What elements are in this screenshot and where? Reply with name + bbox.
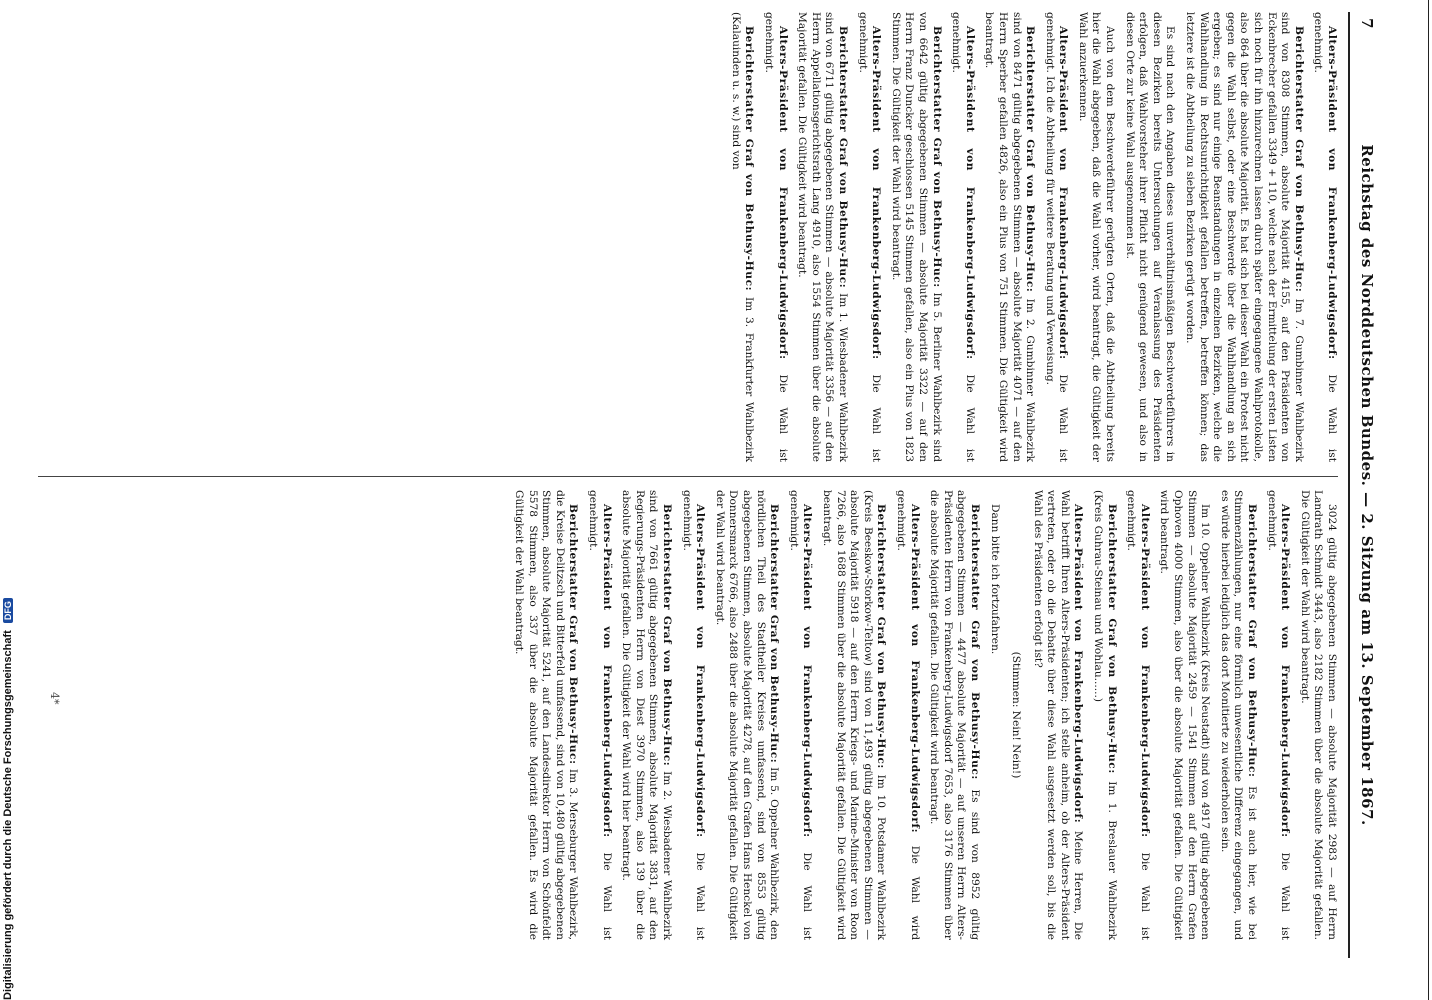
paragraph-text: Im 1. Wiesbadener Wahlbezirk sind von 6711 gültig abgegebenen Stimmen — absolute Majorität 3356 — auf den Herrn Appellationsgerichtsrath Lang 4910, also 1554 Stimmen über die absolute Majorität gefallen. Die Gültigkeit wird beantragt. — [796, 12, 849, 463]
paragraph-text: Es sind von 8952 gültig abgegebenen Stimmen — 4477 absolute Majorität — auf unseren Herrn Alters-Präsidenten Herrn von Frankenberg-Ludwigsdorf 7653, also 3176 Stimmen über die absolute Majorität gefallen. Die Gültigkeit wird beantragt. — [928, 490, 981, 941]
paragraph-text: Im 10. Potsdamer Wahlbezirk (Kreis Beeskow-Storkow-Teltow) sind von 11,493 gültig abgegebenen Stimmen — absolute Majorität 5918 — auf den Herrn Kriegs- und Marine-Minister von Roon 7266, also 1688 Stimmen über die absolute Majorität gefallen. Die Gültigkeit wird beantragt. — [821, 490, 888, 940]
speaker-name: Berichterstatter Graf von Bethusy-Huc: — [1246, 504, 1259, 778]
paragraph-text: Die Wahl ist genehmigt. — [1265, 490, 1292, 940]
speaker-name: Alters-Präsident von Frankenberg-Ludwigsdorf: — [1326, 26, 1338, 360]
speaker-name: Berichterstatter Graf von Bethusy-Huc: — [1105, 504, 1118, 774]
paragraph — [1297, 490, 1338, 940]
paragraph — [1311, 12, 1338, 462]
paragraph — [586, 490, 613, 940]
paragraph — [786, 490, 813, 940]
paragraph — [795, 12, 849, 462]
page-title: Reichstag des Norddeutschen Bundes. — 2. Sitzung am 13. September 1867. — [1358, 144, 1376, 826]
speaker-name: Alters-Präsident von Frankenberg-Ludwigsdorf: — [776, 26, 789, 360]
speaker-name: Alters-Präsident von Frankenberg-Ludwigsdorf: — [963, 26, 976, 360]
speaker-name: Berichterstatter Graf von Bethusy-Huc: — [768, 504, 781, 764]
paragraph — [987, 490, 1001, 940]
speaker-name: Berichterstatter Graf von Bethusy-Huc: — [1024, 26, 1037, 293]
page-number: 7 — [1358, 18, 1376, 29]
paragraph-text: 3024 gültig abgegebenen Stimmen — absolute Majorität 2983 — auf Herrn Landrath Schmidt 3443, also 2182 Stimmen über die absolute Majorität gefallen. Die Gültigkeit der Wahl wird beantragt. — [1298, 490, 1338, 940]
paragraph — [1182, 12, 1304, 462]
dfg-logo: DFG — [3, 598, 13, 623]
paragraph — [1042, 12, 1069, 462]
speaker-name: Berichterstatter Graf von Bethusy-Huc: — [930, 26, 943, 288]
paragraph — [1217, 490, 1258, 940]
speaker-name: Alters-Präsident von Frankenberg-Ludwigsdorf: — [694, 504, 707, 838]
paragraph-text: Die Wahl wird genehmigt. — [894, 490, 921, 940]
paragraph-text: Die Wahl ist genehmigt. — [1312, 12, 1338, 462]
paragraph — [888, 12, 942, 462]
paragraph-text: (Stimmen: Nein! Nein!) — [1010, 651, 1023, 779]
column-divider — [38, 476, 1338, 477]
paragraph-text: Im 5. Berliner Wahlbezirk sind von 6642 gültig abgegebenen Stimmen — absolute Majorität 3322 — auf den Herrn Franz Duncker geschlossen 5145 Stimmen gefallen, also ein Plus von 1823 Stimmen. Die Gültigkeit der Wahl wird beantragt. — [889, 12, 943, 462]
paragraph — [512, 490, 580, 940]
left-column — [722, 12, 1338, 462]
paragraph-text: Dann bitte ich fortzufahren. — [988, 504, 1001, 655]
speaker-name: Berichterstatter Graf von Bethusy-Huc: — [567, 504, 580, 765]
speaker-name: Berichterstatter Graf von Bethusy-Huc: — [661, 504, 674, 767]
speaker-name: Berichterstatter Graf von Bethusy-Huc: — [743, 26, 756, 292]
paragraph — [728, 12, 755, 462]
paragraph — [1009, 490, 1023, 940]
paragraph-text: Im 3. Merseburger Wahlbezirk, die Kreise Delitzsch und Bitterfeld umfassend, sind von 10,480 gültig abgegebenen Stimmen, absolute Majorität 5241, auf den Landesdirektor Herrn von Schönfeldt 5578 Stimmen, also 337 über die absolute Majorität gefallen. Es wird die Gültigkeit der Wahl beantragt. — [513, 490, 580, 940]
paragraph-text: Auch von dem Beschwerdeführer gerügten Orten, daß die Abtheilung bereits hier die Wahl abgegeben, daß die Wahl vorher, wird beantragt, die Gültigkeit der Wahl anzuerkennen. — [1076, 12, 1117, 462]
page-footer — [35, 12, 65, 958]
paragraph — [1091, 490, 1118, 940]
credit-text: Digitalisierung gefördert durch die Deutsche Forschungsgemeinschaft — [2, 630, 14, 1000]
paragraph — [819, 490, 887, 940]
speaker-name: Berichterstatter Graf von Bethusy-Huc: — [968, 504, 981, 780]
paragraph — [1030, 490, 1084, 940]
paragraph-text: Im 5. Oppelner Wahlbezirk, den nördlichen Theil des Stadtheiler Kreises umfassend, sind von 8553 gültig abgegebenen Stimmen, absolute Majorität 4278, auf den Grafen Hans Henckel von Donnersmarck 6766, also 2488 über die absolute Majorität gefallen. Die Gültigkeit der Wahl wird beantragt. — [713, 490, 781, 940]
paragraph — [1124, 490, 1151, 940]
speaker-name: Alters-Präsident von Frankenberg-Ludwigsdorf: — [1138, 504, 1151, 838]
speaker-name: Alters-Präsident von Frankenberg-Ludwigsdorf: — [1057, 26, 1070, 360]
paragraph-text: Es sind nach den Angaben dieses unverhältnismäßigen Beschwerdeführers in diesen Bezirken bereits Untersuchungen auf Veranlassung des Präsidenten erfolgen, daß Wahlvorsteher ihrer Pflicht nicht genügend gewesen, und also in diesen Orte zur keine Wahl ausgenommen ist. — [1123, 12, 1177, 462]
speaker-name: Alters-Präsident von Frankenberg-Ludwigsdorf: — [1072, 504, 1085, 824]
paragraph — [893, 490, 920, 940]
page-header — [1348, 12, 1382, 958]
paragraph-text: Im 10. Oppelner Wahlbezirk (Kreis Neustadt) sind von 4917 gültig abgegebenen Stimmen — absolute Majorität 2459 — 1541 Stimmen auf den Herrn Grafen Ophoven 4000 Stimmen, also über die absolute Majorität gefallen. Die Gültigkeit wird beantragt. — [1158, 490, 1212, 940]
paragraph — [1264, 490, 1291, 940]
paragraph-text: Im 2. Wiesbadener Wahlbezirk sind von 7661 gültig abgegebenen Stimmen, absolute Majorität 3831, auf den Regierungs-Präsidenten Herrn von Diest 3970 Stimmen, also 139 über die absolute Majorität gefallen. Die Gültigkeit der Wahl wird hier beantragt. — [620, 490, 674, 941]
digitization-credit — [2, 0, 16, 1000]
paragraph-text: Die Wahl ist genehmigt. — [856, 12, 883, 462]
paragraph-text: Die Wahl ist genehmigt. — [1125, 490, 1151, 940]
paragraph-text: Die Wahl ist genehmigt. — [680, 490, 707, 940]
speaker-name: Alters-Präsident von Frankenberg-Ludwigsdorf: — [1279, 504, 1292, 838]
paragraph-text: Die Wahl ist genehmigt. — [763, 12, 789, 462]
paragraph — [761, 12, 788, 462]
page-edge-line — [1428, 0, 1429, 1000]
paragraph-text: Die Wahl ist genehmigt. — [587, 490, 613, 940]
speaker-name: Alters-Präsident von Frankenberg-Ludwigsdorf: — [600, 504, 613, 838]
speaker-name: Berichterstatter Graf von Bethusy-Huc: — [837, 26, 849, 289]
paragraph — [855, 12, 882, 462]
paragraph — [712, 490, 780, 940]
paragraph — [1075, 12, 1116, 462]
paragraph-text: Die Wahl ist genehmigt. Ich die Abtheilung für weitere Beratung und Verweisung. — [1043, 12, 1070, 462]
paragraph — [949, 12, 976, 462]
paragraph — [679, 490, 706, 940]
paragraph — [619, 490, 673, 940]
page-content — [30, 12, 1390, 958]
paragraph-text: Die Wahl ist genehmigt. — [787, 490, 814, 940]
speaker-name: Berichterstatter Graf von Bethusy-Huc: — [1292, 26, 1305, 293]
right-column — [506, 490, 1338, 940]
paragraph-text: Meine Herren, Die Wahl betrifft Ihren Alters-Präsidenten; ich stelle anheim, ob der Alters-Präsident vertreten, oder ob die Debatte über diese Wahl ausgesetzt werden soll, bis die Wahl des Präsidenten erfolgt ist? — [1031, 490, 1085, 940]
speaker-name: Berichterstatter Graf von Bethusy-Huc: — [875, 504, 888, 769]
paragraph-text: Im 2. Gumbinner Wahlbezirk sind von 8471 gültig abgegebenen Stimmen — absolute Majorität 4071 — auf den Herrn Sperber gefallen 4826, also ein Plus von 751 Stimmen. Die Gültigkeit wird beantragt. — [983, 12, 1037, 463]
paragraph — [927, 490, 981, 940]
paragraph — [982, 12, 1036, 462]
paragraph-text: Im 7. Gumbinner Wahlbezirk sind von 8308 Stimmen, absolute Majorität 4155, auf den Präsidenten von Eckenbrecher gefallen 3349 + 110, welche nach der Ermittelung der ersten Listen sich noch für ihn hinzurechnen lassen durch später eingegangene Wahlprotokolle, also 864 über die absolute Majorität. Es hat sich bei dieser Wahl ein Protest nicht gegen die Wahl selbst, oder eine Beschwerde über die Wahlhandlung an sich ergeben; es sind nur einige Beanstandungen in einzelnen Bezirken, welche die Wahlhandlung in Rechtsunrichtigkeit gefallen betreffen, betreffen können; das letztere ist die Abtheilung zu sieben Bezirken gerügt worden. — [1184, 12, 1305, 463]
paragraph — [1122, 12, 1176, 462]
signature-mark: 4* — [48, 692, 61, 705]
paragraph-text: Im 1. Breslauer Wahlbezirk (Kreis Guhrau-Steinau und Wohlau......) — [1092, 490, 1118, 941]
speaker-name: Alters-Präsident von Frankenberg-Ludwigsdorf: — [801, 504, 814, 838]
speaker-name: Alters-Präsident von Frankenberg-Ludwigsdorf: — [870, 26, 883, 360]
paragraph-text: Es ist auch hier, wie bei Stimmenzählungen, nur eine förmlich unwesentliche Differenz eingegangen, und es würde hierbei lediglich das dort Monitierte zu wiederholen sein. — [1218, 490, 1259, 940]
speaker-name: Alters-Präsident von Frankenberg-Ludwigsdorf: — [908, 504, 921, 834]
paragraph — [1157, 490, 1211, 940]
paragraph-text: Im 3. Frankfurter Wahlbezirk (Kalauinden u. s. w.) sind von — [729, 12, 756, 462]
paragraph-text: Die Wahl ist genehmigt. — [950, 12, 976, 462]
